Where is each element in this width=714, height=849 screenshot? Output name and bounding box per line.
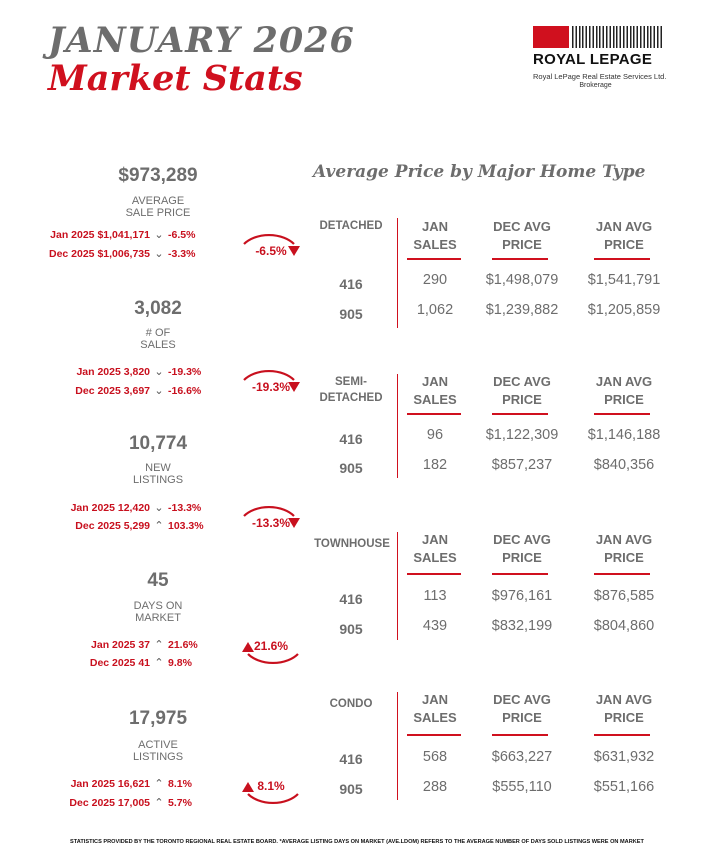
stat-label: DAYS ON: [133, 600, 183, 612]
comparison-label: Dec 2025 41: [89, 656, 150, 669]
arrow-up-curve-icon: [236, 768, 306, 824]
col-header-line: PRICE: [604, 710, 644, 725]
logo-brokerage: Brokerage: [579, 82, 612, 89]
col-header-line: PRICE: [502, 550, 542, 565]
comparison-row: [0, 638, 218, 651]
col-header-line: JAN: [421, 692, 448, 707]
col-header-line: PRICE: [604, 237, 644, 252]
comparison-label: Dec 2025 $1,006,735: [48, 247, 150, 260]
col-header-line: SALES: [413, 550, 457, 565]
underline: [492, 413, 548, 415]
change-badge: [236, 358, 306, 414]
comparison-pct: -16.6%: [168, 384, 202, 397]
cell-jan-sales: 288: [422, 779, 448, 795]
page-subtitle: Market Stats: [48, 58, 303, 99]
comparison-row: [0, 656, 218, 669]
chevron-down-icon: ⌄: [154, 229, 164, 241]
divider: [397, 532, 398, 640]
chevron-down-icon: ⌄: [154, 248, 164, 260]
underline: [492, 258, 548, 260]
col-header-line: PRICE: [502, 392, 542, 407]
stat-label: LISTINGS: [132, 751, 184, 763]
col-header-line: DEC AVG: [493, 374, 551, 389]
col-header-line: SALES: [413, 710, 457, 725]
underline: [594, 573, 650, 575]
comparison-pct: 9.8%: [168, 656, 192, 669]
cell-jan-sales: 290: [422, 272, 448, 288]
col-header-jan-avg: [582, 373, 666, 409]
cell-jan-sales: 568: [422, 749, 448, 765]
change-badge-text: -6.5%: [255, 244, 287, 258]
underline: [594, 734, 650, 736]
col-header-line: JAN AVG: [595, 692, 653, 707]
col-header-jan-avg: [582, 691, 666, 727]
cell-dec-avg: $857,237: [491, 457, 553, 473]
chevron-up-icon: ⌃: [154, 657, 164, 669]
comparison-label: Jan 2025 $1,041,171: [50, 228, 150, 241]
comparison-pct: -19.3%: [168, 365, 202, 378]
logo-barcode: [533, 26, 663, 48]
stat-value-sales: 3,082: [134, 298, 182, 319]
col-header-line: JAN: [421, 374, 448, 389]
royal-lepage-logo: [533, 26, 667, 89]
underline: [594, 413, 650, 415]
cell-jan-avg: $804,860: [593, 618, 655, 634]
comparison-pct: 21.6%: [168, 638, 198, 651]
cell-jan-avg: $840,356: [593, 457, 655, 473]
cell-jan-avg: $1,541,791: [587, 272, 661, 288]
cell-dec-avg: $1,498,079: [485, 272, 559, 288]
comparison-pct: -13.3%: [168, 501, 202, 514]
cell-dec-avg: $1,239,882: [485, 302, 559, 318]
stat-label: LISTINGS: [132, 474, 184, 486]
cell-dec-avg: $1,122,309: [485, 427, 559, 443]
row-label-416: 416: [339, 276, 363, 292]
col-header-line: SALES: [413, 237, 457, 252]
underline: [407, 734, 461, 736]
cell-dec-avg: $976,161: [491, 588, 553, 604]
comparison-label: Jan 2025 3,820: [76, 365, 150, 378]
underline: [407, 413, 461, 415]
section-title: Average Price by Major Home Type: [313, 162, 646, 182]
change-badge-text: -13.3%: [251, 516, 291, 530]
stat-value-new-listings: 10,774: [128, 433, 188, 454]
home-type-label: [312, 218, 390, 234]
row-label-416: 416: [339, 591, 363, 607]
col-header-line: DEC AVG: [493, 532, 551, 547]
stat-label: # OF: [145, 327, 171, 339]
change-badge-text: 8.1%: [257, 779, 285, 793]
cell-dec-avg: $663,227: [491, 749, 553, 765]
comparison-label: Jan 2025 37: [91, 638, 150, 651]
col-header-dec-avg: [480, 691, 564, 727]
stat-value-active-listings: 17,975: [128, 708, 188, 729]
divider: [397, 218, 398, 328]
stat-label: SALE PRICE: [125, 207, 191, 219]
comparison-row: [0, 384, 218, 397]
col-header-line: PRICE: [502, 237, 542, 252]
underline: [407, 573, 461, 575]
col-header-jan-avg: [582, 531, 666, 567]
footer-disclaimer: STATISTICS PROVIDED BY THE TORONTO REGIONAL REAL ESTATE BOARD. *AVERAGE LISTING DAYS ON MARKET (AVE.LDOM) REFERS TO THE AVERAGE NUMBER OF DAYS SOLD LISTINGS WERE ON MARKET: [70, 839, 644, 845]
col-header-line: JAN: [421, 532, 448, 547]
change-badge: [236, 768, 306, 824]
comparison-label: Dec 2025 3,697: [75, 384, 150, 397]
comparison-row: [0, 501, 218, 514]
stat-label: MARKET: [135, 612, 181, 624]
col-header-dec-avg: [480, 531, 564, 567]
comparison-pct: -3.3%: [168, 247, 196, 260]
change-badge-text: 21.6%: [253, 639, 289, 653]
stat-label: ACTIVE: [138, 739, 178, 751]
underline: [492, 573, 548, 575]
logo-name: ROYAL LEPAGE: [533, 51, 653, 68]
page-title: JANUARY 2026: [48, 20, 355, 61]
row-label-416: 416: [339, 431, 363, 447]
col-header-line: PRICE: [502, 710, 542, 725]
col-header-jan-avg: [582, 218, 666, 254]
row-label-416: 416: [339, 751, 363, 767]
col-header-line: JAN AVG: [595, 532, 653, 547]
underline: [492, 734, 548, 736]
comparison-label: Jan 2025 12,420: [70, 501, 150, 514]
stat-label: SALES: [140, 339, 176, 351]
col-header-dec-avg: [480, 218, 564, 254]
col-header-line: SALES: [413, 392, 457, 407]
home-type-name: SEMI-: [335, 376, 367, 388]
home-type-name: CONDO: [329, 698, 373, 710]
comparison-pct: 5.7%: [168, 796, 192, 809]
cell-jan-avg: $1,205,859: [587, 302, 661, 318]
stat-label: AVERAGE: [131, 195, 185, 207]
chevron-up-icon: ⌃: [154, 520, 164, 532]
home-type-label: [312, 696, 390, 712]
col-header-line: PRICE: [604, 392, 644, 407]
stat-value-average-price: $973,289: [118, 165, 198, 186]
col-header-line: DEC AVG: [493, 692, 551, 707]
home-type-name: DETACHED: [319, 392, 383, 404]
col-header-jan-sales: [404, 218, 466, 254]
comparison-label: Dec 2025 5,299: [75, 519, 150, 532]
divider: [397, 374, 398, 478]
chevron-up-icon: ⌃: [154, 778, 164, 790]
comparison-row: [0, 247, 218, 260]
home-type-label: [310, 536, 394, 552]
col-header-dec-avg: [480, 373, 564, 409]
col-header-line: JAN: [421, 219, 448, 234]
row-label-905: 905: [339, 621, 363, 637]
cell-jan-avg: $551,166: [593, 779, 655, 795]
comparison-row: [0, 228, 218, 241]
cell-jan-sales: 1,062: [416, 302, 454, 318]
col-header-line: DEC AVG: [493, 219, 551, 234]
logo-stripes: [572, 26, 663, 48]
comparison-row: [0, 777, 218, 790]
row-label-905: 905: [339, 306, 363, 322]
change-badge: [236, 222, 306, 278]
change-badge: [236, 628, 306, 684]
cell-dec-avg: $555,110: [492, 779, 552, 795]
underline: [407, 258, 461, 260]
comparison-label: Jan 2025 16,621: [70, 777, 150, 790]
home-type-name: DETACHED: [319, 220, 383, 232]
comparison-pct: 8.1%: [168, 777, 192, 790]
col-header-line: JAN AVG: [595, 219, 653, 234]
comparison-row: [0, 519, 218, 532]
logo-red-block: [533, 26, 569, 48]
underline: [594, 258, 650, 260]
chevron-down-icon: ⌄: [154, 502, 164, 514]
cell-jan-sales: 113: [423, 588, 447, 604]
chevron-down-icon: ⌄: [154, 385, 164, 397]
stat-value-days-on-market: 45: [147, 570, 169, 591]
cell-jan-avg: $1,146,188: [587, 427, 661, 443]
col-header-jan-sales: [404, 691, 466, 727]
comparison-pct: -6.5%: [168, 228, 196, 241]
col-header-jan-sales: [404, 531, 466, 567]
cell-jan-avg: $876,585: [593, 588, 655, 604]
col-header-jan-sales: [404, 373, 466, 409]
col-header-line: PRICE: [604, 550, 644, 565]
comparison-pct: 103.3%: [168, 519, 204, 532]
comparison-row: [0, 796, 218, 809]
row-label-905: 905: [339, 460, 363, 476]
stat-label: NEW: [145, 462, 171, 474]
home-type-name: TOWNHOUSE: [314, 538, 390, 550]
cell-jan-sales: 96: [426, 427, 444, 443]
comparison-row: [0, 365, 218, 378]
cell-jan-avg: $631,932: [593, 749, 655, 765]
comparison-label: Dec 2025 17,005: [69, 796, 150, 809]
arrow-up-curve-icon: [236, 628, 306, 684]
cell-jan-sales: 439: [422, 618, 448, 634]
chevron-up-icon: ⌃: [154, 797, 164, 809]
chevron-down-icon: ⌄: [154, 366, 164, 378]
logo-company: Royal LePage Real Estate Services Ltd.: [533, 72, 667, 81]
cell-dec-avg: $832,199: [491, 618, 553, 634]
cell-jan-sales: 182: [422, 457, 448, 473]
divider: [397, 692, 398, 800]
change-badge: [236, 494, 306, 550]
row-label-905: 905: [339, 781, 363, 797]
col-header-line: JAN AVG: [595, 374, 653, 389]
chevron-up-icon: ⌃: [154, 639, 164, 651]
home-type-label: [312, 374, 390, 406]
change-badge-text: -19.3%: [251, 380, 291, 394]
